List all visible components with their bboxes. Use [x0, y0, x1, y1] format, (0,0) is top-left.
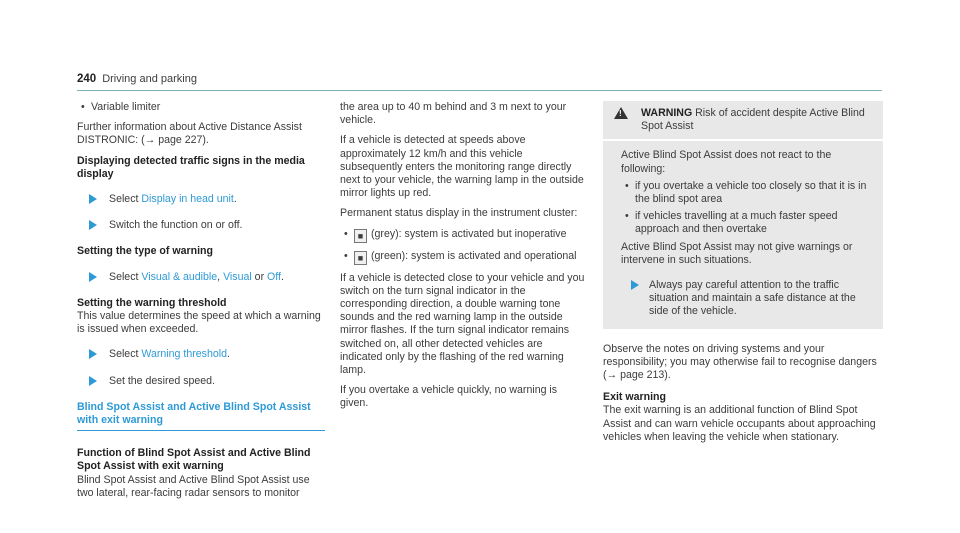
- menu-link-visual[interactable]: Visual: [223, 270, 252, 283]
- section-rule: [77, 430, 325, 431]
- warning-body: [603, 141, 883, 328]
- blind-spot-grey-icon: ■: [354, 229, 367, 243]
- step-select-display: Select Display in head unit.: [77, 193, 325, 206]
- range-text: the area up to 40 m behind and 3 m next to your vehicle.: [340, 101, 567, 127]
- column-right: [603, 101, 883, 451]
- step-arrow-icon: [89, 272, 97, 282]
- step-arrow-icon: [89, 194, 97, 204]
- step-set-speed: Set the desired speed.: [77, 375, 325, 388]
- step-arrow-icon: [631, 280, 639, 290]
- heading-exit-warning: Exit warning: [603, 391, 666, 404]
- step-select-type: Select Visual & audible, Visual or Off.: [77, 271, 325, 284]
- warning-intro: Active Blind Spot Assist does not react to the following:: [621, 149, 832, 175]
- header-rule: [77, 90, 882, 91]
- menu-link-off[interactable]: Off: [267, 270, 281, 283]
- warning-header: [603, 101, 883, 141]
- heading-warning-threshold: Setting the warning threshold: [77, 296, 227, 309]
- function-text: Blind Spot Assist and Active Blind Spot Assist use two lateral, rear-facing radar sensors to monitor: [77, 473, 310, 499]
- bullet-variable-limiter: • Variable limiter: [77, 101, 325, 114]
- menu-link-warning-threshold[interactable]: Warning threshold: [141, 348, 227, 361]
- status-grey-item: • ■ (grey): system is activated but inoperative: [340, 228, 585, 243]
- chapter-title: Driving and parking: [102, 73, 197, 85]
- column-middle: [340, 101, 585, 418]
- warning-triangle-icon: !: [614, 107, 628, 119]
- warning-bullet-overtake: • if you overtake a vehicle too closely so that it is in the blind spot area: [621, 180, 873, 206]
- step-arrow-icon: [89, 349, 97, 359]
- heading-type-of-warning: Setting the type of warning: [77, 245, 213, 258]
- warning-title: Risk of accident despite Active Blind Spot Assist: [641, 107, 865, 133]
- heading-displaying-signs: Displaying detected traffic signs in the media display: [77, 154, 305, 180]
- warning-box: [603, 101, 883, 329]
- menu-link-display-in-head-unit[interactable]: Display in head unit: [141, 193, 234, 206]
- page-number: 240: [77, 73, 97, 85]
- column-left: [77, 101, 325, 507]
- step-switch-function: Switch the function on or off.: [77, 219, 325, 232]
- further-info-text: Further information about Active Distance Assist DISTRONIC: (→ page 227).: [77, 121, 302, 147]
- section-title-blind-spot: Blind Spot Assist and Active Blind Spot Assist with exit warning: [77, 400, 311, 427]
- menu-link-visual-audible[interactable]: Visual & audible: [141, 270, 218, 283]
- warning-step: Always pay careful attention to the traffic situation and maintain a safe distance at the side of the vehicle.: [621, 279, 873, 319]
- page-header: [77, 73, 882, 91]
- step-arrow-icon: [89, 220, 97, 230]
- overtake-text: If you overtake a vehicle quickly, no warning is given.: [340, 384, 558, 410]
- blind-spot-green-icon: ■: [354, 251, 367, 265]
- status-green-item: • ■ (green): system is activated and operational: [340, 250, 585, 265]
- status-display-text: Permanent status display in the instrument cluster:: [340, 207, 578, 220]
- turn-signal-text: If a vehicle is detected close to your vehicle and you switch on the turn signal indicator in the corresponding direction, a double warning tone sounds and the red warning lamp in the outside mirror flashes. If the turn signal indicator remains switched on, all other detected vehicles are indicated only by the flashing of the red warning lamp.: [340, 271, 585, 377]
- detection-text: If a vehicle is detected at speeds above approximately 12 km/h and this vehicle subsequently enters the monitoring range directly next to your vehicle, the warning lamp in the outside mirror lights up red.: [340, 134, 584, 200]
- exit-warning-text: The exit warning is an additional function of Blind Spot Assist and can warn vehicle occupants about approaching vehicles when leaving the vehicle when stationary.: [603, 404, 876, 443]
- warning-note: Active Blind Spot Assist may not give warnings or intervene in such situations.: [621, 240, 853, 266]
- step-arrow-icon: [89, 376, 97, 386]
- step-select-threshold: Select Warning threshold.: [77, 348, 325, 361]
- warning-label: WARNING: [641, 107, 693, 119]
- threshold-text: This value determines the speed at which a warning is issued when exceeded.: [77, 310, 321, 336]
- heading-function-blind-spot: Function of Blind Spot Assist and Active Blind Spot Assist with exit warning: [77, 447, 311, 473]
- warning-bullet-fast-vehicles: • if vehicles travelling at a much faster speed approach and then overtake: [621, 210, 873, 236]
- observe-notes-text: Observe the notes on driving systems and your responsibility; you may otherwise fail to recognise dangers (→ page 213).: [603, 342, 877, 382]
